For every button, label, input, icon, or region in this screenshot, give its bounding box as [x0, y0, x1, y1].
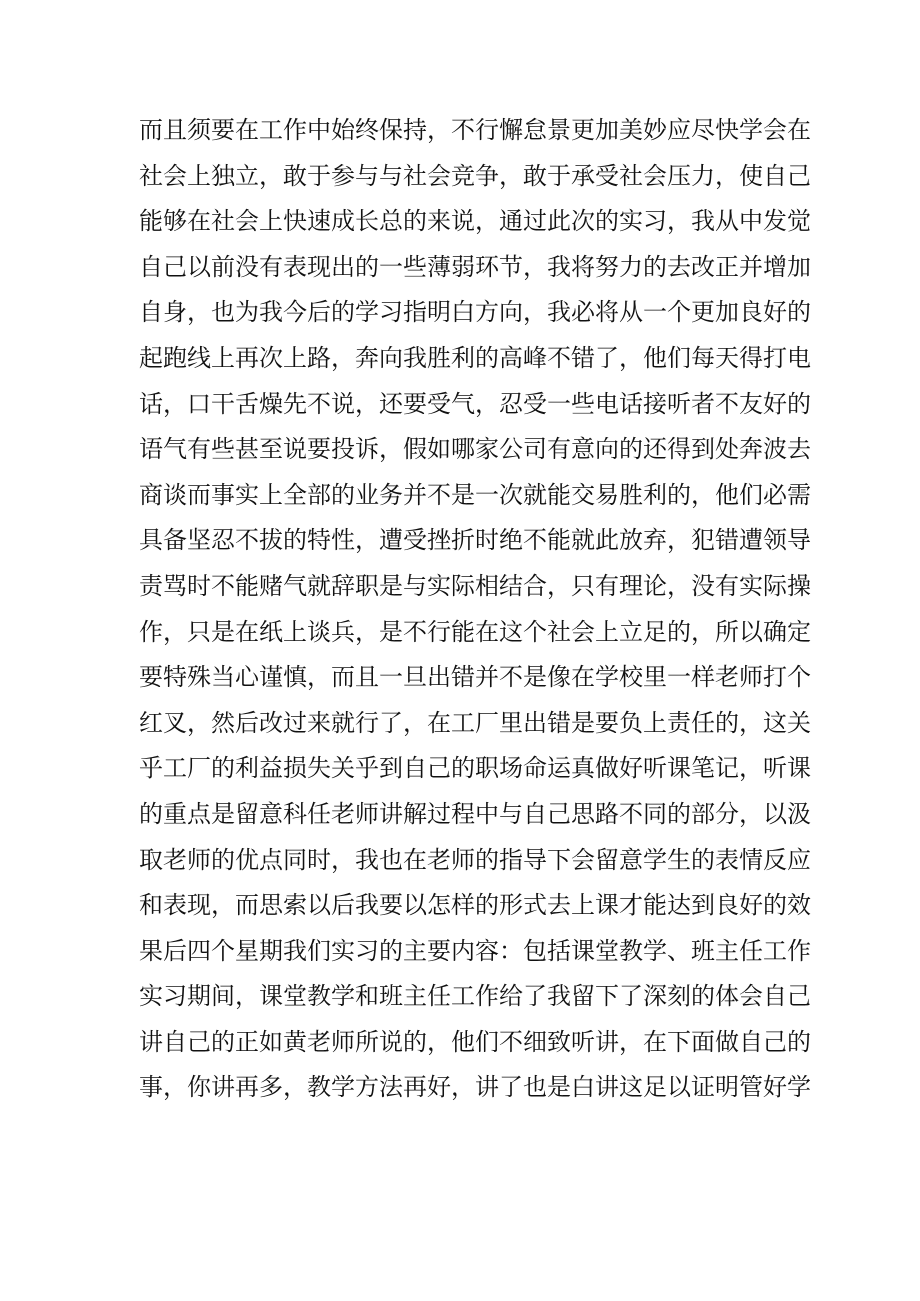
text-line: 能够在社会上快速成长总的来说，通过此次的实习，我从中发觉 — [139, 207, 811, 236]
text-line: 作，只是在纸上谈兵，是不行能在这个社会上立足的，所以确定 — [139, 617, 811, 646]
text-line: 商谈而事实上全部的业务并不是一次就能交易胜利的，他们必需 — [139, 480, 811, 509]
text-line: 乎工厂的利益损失关乎到自己的职场命运真做好听课笔记，听课 — [139, 754, 811, 783]
text-line: 自身，也为我今后的学习指明白方向，我必将从一个更加良好的 — [139, 298, 811, 327]
text-line: 要特殊当心谨慎，而且一旦出错并不是像在学校里一样老师打个 — [139, 663, 811, 692]
text-line: 具备坚忍不拔的特性，遭受挫折时绝不能就此放弃，犯错遭领导 — [139, 526, 811, 555]
text-line: 而且须要在工作中始终保持，不行懈怠景更加美妙应尽快学会在 — [139, 116, 811, 144]
text-line: 取老师的优点同时，我也在老师的指导下会留意学生的表情反应 — [139, 845, 811, 874]
text-line: 事，你讲再多，教学方法再好，讲了也是白讲这足以证明管好学 — [139, 1073, 811, 1102]
text-line: 和表现，而思索以后我要以怎样的形式去上课才能达到良好的效 — [139, 891, 811, 920]
text-line: 的重点是留意科任老师讲解过程中与自己思路不同的部分，以汲 — [139, 799, 811, 828]
text-line: 起跑线上再次上路，奔向我胜利的高峰不错了，他们每天得打电 — [139, 343, 811, 372]
text-line: 社会上独立，敢于参与与社会竞争，敢于承受社会压力，使自己 — [139, 161, 811, 190]
text-line: 自己以前没有表现出的一些薄弱环节，我将努力的去改正并增加 — [139, 252, 811, 281]
text-line: 红叉，然后改过来就行了，在工厂里出错是要负上责任的，这关 — [139, 708, 811, 737]
text-line: 语气有些甚至说要投诉，假如哪家公司有意向的还得到处奔波去 — [139, 435, 811, 464]
text-line: 讲自己的正如黄老师所说的，他们不细致听讲，在下面做自己的 — [139, 1027, 811, 1056]
body-text — [139, 108, 811, 1111]
text-line: 果后四个星期我们实习的主要内容：包括课堂教学、班主任工作 — [139, 936, 811, 965]
text-line: 责骂时不能赌气就辞职是与实际相结合，只有理论，没有实际操 — [139, 571, 811, 600]
text-line: 话，口干舌燥先不说，还要受气，忍受一些电话接听者不友好的 — [139, 389, 811, 418]
text-line: 实习期间，课堂教学和班主任工作给了我留下了深刻的体会自己 — [139, 982, 811, 1011]
